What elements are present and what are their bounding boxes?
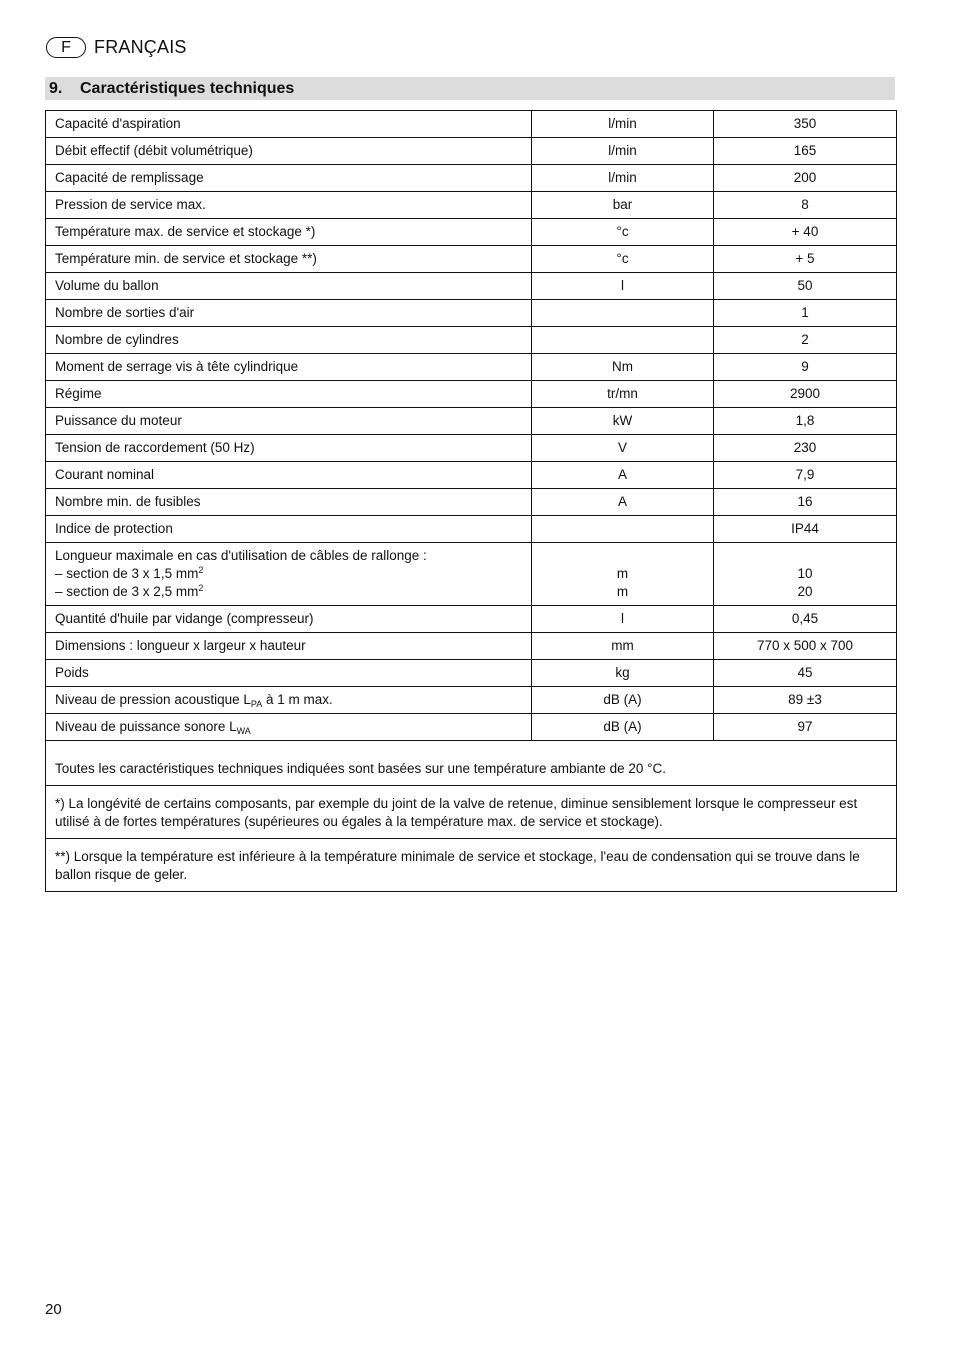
- spec-value: 2900: [714, 381, 897, 408]
- spec-value: + 40: [714, 219, 897, 246]
- spec-label: Niveau de pression acoustique $L_{PA}$ à 1 m max.: [46, 687, 532, 714]
- note-row: [46, 786, 897, 839]
- spec-value: 1: [714, 300, 897, 327]
- extension-unit-2: m: [616, 584, 629, 599]
- spec-value: [714, 543, 897, 606]
- section-number: 9.: [49, 80, 63, 97]
- table-row: [46, 138, 897, 165]
- spec-label: Niveau de puissance sonore $L_{WA}$: [46, 714, 532, 741]
- spec-value: 50: [714, 273, 897, 300]
- spec-label: Température min. de service et stockage **): [46, 246, 532, 273]
- spec-label: Dimensions : longueur x largeur x hauteur: [46, 633, 532, 660]
- table-row-acoustic-power: [46, 714, 897, 741]
- table-row: [46, 660, 897, 687]
- language-name: FRANÇAIS: [94, 37, 187, 57]
- spec-label: Courant nominal: [46, 462, 532, 489]
- spec-label: Nombre de sorties d'air: [46, 300, 532, 327]
- extension-unit-1: m: [616, 566, 629, 581]
- section-title: Caractéristiques techniques: [80, 80, 295, 97]
- spec-label: Température max. de service et stockage *): [46, 219, 532, 246]
- extension-value-2: 20: [797, 584, 813, 599]
- extension-line-1: – section de 3 x 1,5 $mm^2$: [55, 565, 204, 581]
- spec-value: 8: [714, 192, 897, 219]
- spec-value: 89 ±3: [714, 687, 897, 714]
- table-row-acoustic-pressure: [46, 687, 897, 714]
- extension-line-2: – section de 3 x 2,5 $mm^2$: [55, 583, 204, 599]
- note-row: [46, 839, 897, 892]
- extension-value-1: 10: [797, 566, 813, 581]
- spec-label: Moment de serrage vis à tête cylindrique: [46, 354, 532, 381]
- spec-label: Régime: [46, 381, 532, 408]
- spec-value: 350: [714, 111, 897, 138]
- spec-unit: mm: [532, 633, 714, 660]
- spec-unit: l/min: [532, 111, 714, 138]
- table-row: [46, 354, 897, 381]
- spec-unit: A: [532, 462, 714, 489]
- table-row: [46, 408, 897, 435]
- table-row: [46, 300, 897, 327]
- spec-unit: kW: [532, 408, 714, 435]
- spec-value: 230: [714, 435, 897, 462]
- spec-label: [46, 543, 532, 606]
- spec-unit: A: [532, 489, 714, 516]
- spec-label: Poids: [46, 660, 532, 687]
- spec-value: 1,8: [714, 408, 897, 435]
- spec-label: Capacité d'aspiration: [46, 111, 532, 138]
- spec-unit: °c: [532, 246, 714, 273]
- spec-label: Pression de service max.: [46, 192, 532, 219]
- spec-label: Volume du ballon: [46, 273, 532, 300]
- spec-value: 7,9: [714, 462, 897, 489]
- spec-unit: [532, 300, 714, 327]
- spec-unit: [532, 516, 714, 543]
- table-row: [46, 606, 897, 633]
- spec-value: 0,45: [714, 606, 897, 633]
- spec-value: 45: [714, 660, 897, 687]
- table-row: [46, 435, 897, 462]
- table-row: [46, 165, 897, 192]
- language-header: [46, 37, 187, 58]
- spec-value: 200: [714, 165, 897, 192]
- spec-unit: bar: [532, 192, 714, 219]
- table-row: [46, 489, 897, 516]
- spec-unit: Nm: [532, 354, 714, 381]
- table-row: [46, 273, 897, 300]
- spec-value: 165: [714, 138, 897, 165]
- spec-label: Capacité de remplissage: [46, 165, 532, 192]
- spec-label: Quantité d'huile par vidange (compresseur): [46, 606, 532, 633]
- note-ambient-temperature: Toutes les caractéristiques techniques indiquées sont basées sur une température ambiante de 20 °C.: [46, 741, 897, 786]
- table-row: [46, 633, 897, 660]
- spec-unit: dB (A): [532, 714, 714, 741]
- spec-value: 9: [714, 354, 897, 381]
- table-row: [46, 111, 897, 138]
- spec-unit: l: [532, 606, 714, 633]
- spec-label: Tension de raccordement (50 Hz): [46, 435, 532, 462]
- extension-label: Longueur maximale en cas d'utilisation de câbles de rallonge :: [55, 548, 427, 563]
- spec-unit: [532, 543, 714, 606]
- spec-unit: l/min: [532, 165, 714, 192]
- spec-label: Débit effectif (débit volumétrique): [46, 138, 532, 165]
- table-row-extension-cable: [46, 543, 897, 606]
- spec-value: 2: [714, 327, 897, 354]
- spec-unit: dB (A): [532, 687, 714, 714]
- specs-table: [45, 110, 897, 892]
- spec-unit: l: [532, 273, 714, 300]
- spec-value: IP44: [714, 516, 897, 543]
- spec-unit: V: [532, 435, 714, 462]
- table-row: [46, 327, 897, 354]
- spec-unit: tr/mn: [532, 381, 714, 408]
- spec-unit: l/min: [532, 138, 714, 165]
- spec-label: Nombre de cylindres: [46, 327, 532, 354]
- table-row: [46, 462, 897, 489]
- spec-label: Indice de protection: [46, 516, 532, 543]
- table-row: [46, 192, 897, 219]
- note-low-temperature: **) Lorsque la température est inférieure à la température minimale de service et stockage, l'eau de condensation qui se trouve dans le ballon risque de geler.: [46, 839, 897, 892]
- page-number: 20: [45, 1301, 62, 1318]
- note-row: [46, 741, 897, 786]
- spec-value: 16: [714, 489, 897, 516]
- table-row: [46, 516, 897, 543]
- spec-label: Puissance du moteur: [46, 408, 532, 435]
- spec-unit: [532, 327, 714, 354]
- note-high-temperature: *) La longévité de certains composants, par exemple du joint de la valve de retenue, diminue sensiblement lorsque le compresseur est utilisé à de fortes températures (supérieures ou égales à la température max. de service et stockage).: [46, 786, 897, 839]
- spec-value: + 5: [714, 246, 897, 273]
- spec-value: 97: [714, 714, 897, 741]
- spec-unit: kg: [532, 660, 714, 687]
- spec-label: Nombre min. de fusibles: [46, 489, 532, 516]
- section-heading: [45, 77, 895, 100]
- language-code-badge: F: [46, 37, 86, 58]
- spec-value: 770 x 500 x 700: [714, 633, 897, 660]
- table-row: [46, 219, 897, 246]
- table-row: [46, 246, 897, 273]
- table-row: [46, 381, 897, 408]
- spec-unit: °c: [532, 219, 714, 246]
